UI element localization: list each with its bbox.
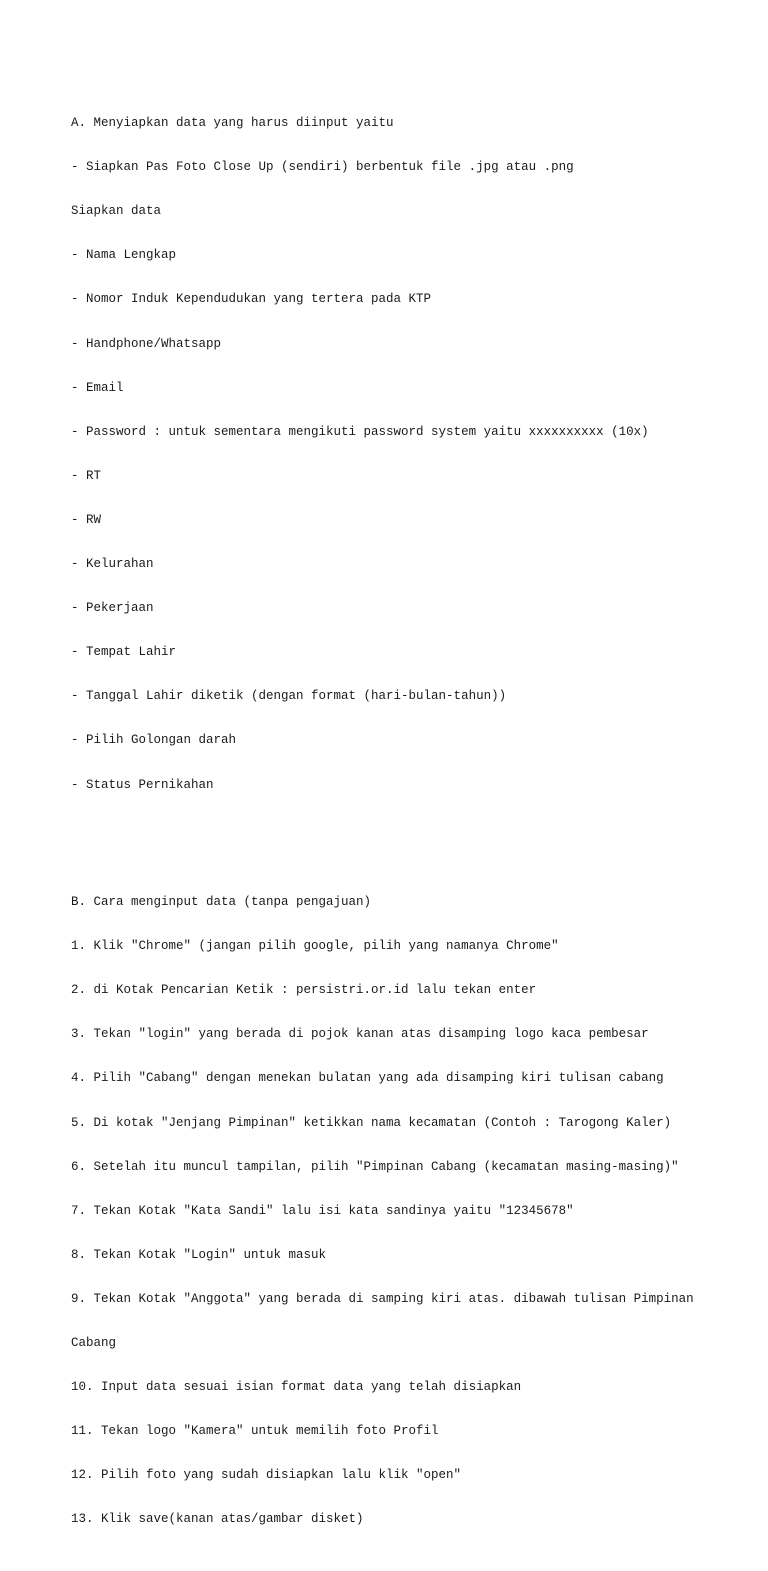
list-item: - Pekerjaan bbox=[71, 601, 154, 616]
step-item: 7. Tekan Kotak "Kata Sandi" lalu isi kata sandinya yaitu "12345678" bbox=[71, 1203, 574, 1218]
list-item: - Password : untuk sementara mengikuti password system yaitu xxxxxxxxxx (10x) bbox=[71, 424, 649, 439]
section-a-heading: A. Menyiapkan data yang harus diinput yaitu bbox=[71, 116, 394, 131]
list-item: - Nama Lengkap bbox=[71, 248, 177, 263]
list-item: - RT bbox=[71, 468, 102, 483]
step-item: 12. Pilih foto yang sudah disiapkan lalu klik "open" bbox=[71, 1468, 462, 1483]
list-item: - RW bbox=[71, 512, 102, 527]
photo-item: - Siapkan Pas Foto Close Up (sendiri) berbentuk file .jpg atau .png bbox=[71, 160, 574, 175]
list-item: - Kelurahan bbox=[71, 557, 154, 572]
step-item: 9. Tekan Kotak "Anggota" yang berada di samping kiri atas. dibawah tulisan Pimpinan bbox=[71, 1291, 694, 1306]
section-b-heading: B. Cara menginput data (tanpa pengajuan) bbox=[71, 895, 372, 910]
step-item: 5. Di kotak "Jenjang Pimpinan" ketikkan nama kecamatan (Contoh : Tarogong Kaler) bbox=[71, 1115, 672, 1130]
step-item: 1. Klik "Chrome" (jangan pilih google, pilih yang namanya Chrome" bbox=[71, 939, 559, 954]
document-body bbox=[71, 72, 731, 1571]
list-item: - Status Pernikahan bbox=[71, 777, 214, 792]
step-item: 10. Input data sesuai isian format data yang telah disiapkan bbox=[71, 1380, 522, 1395]
step-item: 6. Setelah itu muncul tampilan, pilih "Pimpinan Cabang (kecamatan masing-masing)" bbox=[71, 1159, 679, 1174]
step-item: 2. di Kotak Pencarian Ketik : persistri.or.id lalu tekan enter bbox=[71, 983, 537, 998]
list-item: - Email bbox=[71, 380, 124, 395]
step-item: 4. Pilih "Cabang" dengan menekan bulatan yang ada disamping kiri tulisan cabang bbox=[71, 1071, 664, 1086]
section-spacer bbox=[71, 836, 731, 851]
step-item: 8. Tekan Kotak "Login" untuk masuk bbox=[71, 1247, 327, 1262]
list-item: - Nomor Induk Kependudukan yang tertera pada KTP bbox=[71, 292, 432, 307]
list-item: - Tempat Lahir bbox=[71, 645, 177, 660]
step-item: 3. Tekan "login" yang berada di pojok kanan atas disamping logo kaca pembesar bbox=[71, 1027, 649, 1042]
step-item-continuation: Cabang bbox=[71, 1336, 117, 1351]
list-item: - Handphone/Whatsapp bbox=[71, 336, 222, 351]
step-item: 11. Tekan logo "Kamera" untuk memilih foto Profil bbox=[71, 1424, 439, 1439]
section-a-subheading: Siapkan data bbox=[71, 204, 162, 219]
list-item: - Tanggal Lahir diketik (dengan format (hari-bulan-tahun)) bbox=[71, 689, 507, 704]
list-item: - Pilih Golongan darah bbox=[71, 733, 237, 748]
step-item: 13. Klik save(kanan atas/gambar disket) bbox=[71, 1512, 364, 1527]
